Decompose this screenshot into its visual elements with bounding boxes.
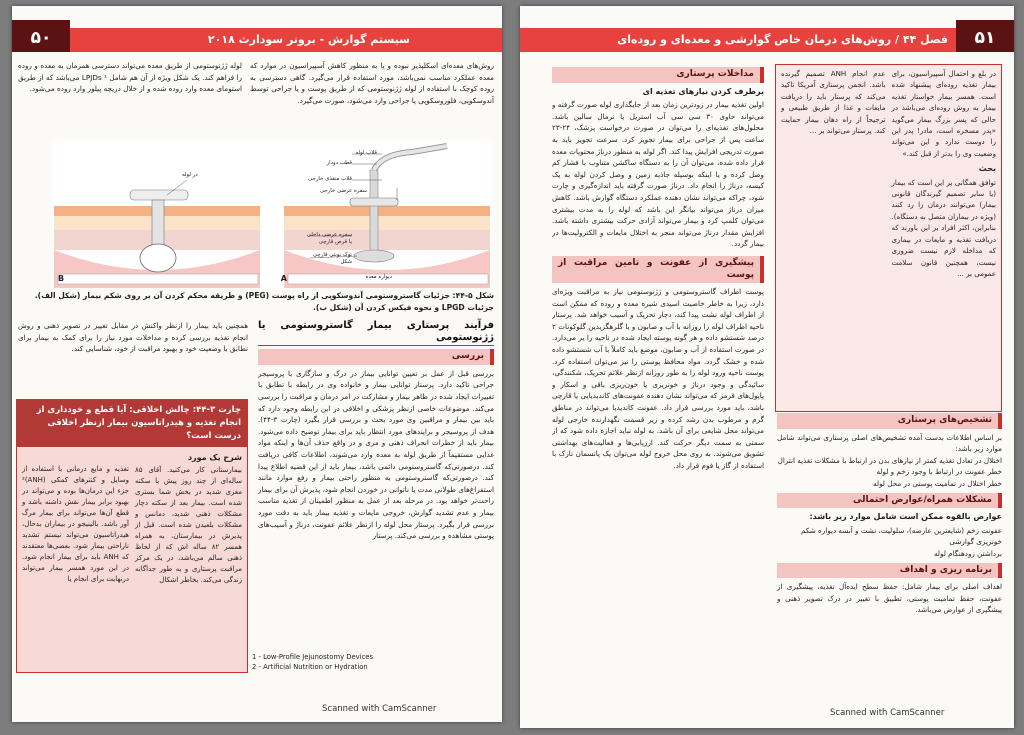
complication-item: عفونت زخم (شایعترین عارضه)، سلولیت، نشت و آبسه دیواره شکم <box>800 525 1002 535</box>
dx-column <box>777 410 1002 616</box>
interventions-column <box>552 64 764 472</box>
complications-subheading: عوارض بالقوه ممکن است شامل موارد زیر باشد: <box>809 512 1002 522</box>
label-external-bumper: سفره عرضی خارجی <box>319 188 367 194</box>
intro-text-left: لوله ژژنوستومی از طریق معده می‌تواند دسترسی همزمان به معده و روده را فراهم کند. یک شکل ویژه از آن هم شامل LPJDs ¹ می‌باشد که از طریق استومای معده وارد روده شده و از خلال دریچه پیلور وارد روده می‌شود. <box>18 61 242 94</box>
scanner-watermark: Scanned with CamScanner <box>830 708 945 718</box>
nutrition-subheading: برطرف کردن نیازهای تغذیه ای <box>642 86 764 96</box>
label-mushroom-tip: نوک نوبتی قارچی شکل <box>312 252 352 265</box>
right-page <box>520 6 1014 728</box>
panel-b-letter: B <box>58 274 65 283</box>
ethics-chart-box <box>16 399 248 673</box>
dx-item: خطر عفونت در ارتباط با وجود زخم و لوله <box>876 467 1002 477</box>
assessment-intro: همچنین باید بیمار را ازنظر واکنش در مقابل تغییر در تصویر ذهنی و روش انجام تغذیه بررسی کرده و مداخلات مورد نیاز را برای کمک به بیمار برای تطابق با وضعیت خود و بهبود مراقبت از خود، شناسایی کند. <box>18 321 248 354</box>
header-title: سیستم گوارش - برونر سودارث ۲۰۱۸ <box>207 33 410 46</box>
complications-heading: مشکلات همراه/عوارض احتمالی <box>777 493 1002 509</box>
assessment-heading: بررسی <box>258 349 494 365</box>
case-text-continued: تغذیه و مایع درمانی با استفاده از وسایل و کنترهای کمکی (ANH)² جزء این درمان‌ها بوده و می‌تواند در بهبود برابر بیمار نقش داشته باشد و قطع آن‌ها می‌تواند برای بیمار مرگ آور باشد. بالینیجو در بیماران بدحال، هیدراتاسیون می‌تواند نیستم تشدید ناراحتی بیمار شود. بعضی‌ها معتقدند که ANH باید برای بیمار انجام شود. در این مورد همسر بیمار می‌تواند درنهایت برای انجام یا <box>22 465 130 583</box>
peg-illustration <box>52 140 492 288</box>
peg-figure <box>52 140 492 288</box>
label-stomach-wall: دیواره معده <box>365 274 392 280</box>
label-tube-cap: در لوله <box>182 172 198 178</box>
page-number: ۵۰ <box>12 20 70 52</box>
case-text-left: عدم انجام ANH تصمیم گیرنده باشد. انجمن پرستاری آمریکا تاکید می‌کند که پرستار باید را دریافت مایعات و غذا از طریق طبیعی و ترجیحاً از راه دهان بیمار حمایت کند. پرستار می‌تواند بر ... <box>781 69 886 136</box>
case-text: بیمارستانی کار می‌کنید. آقای ۸۵ ساله‌ای از چند روز پیش با سکته مغزی شدید در بخش شما بستری شده است. بیمار بعد از سکته دچار مشکلات ذهنی شدید، دمانس و مشکلات بلعیدن شده است. قبل از پذیرش در بیمارستان، به همراه همسر ۸۲ ساله اش که از لحاظ ذهنی سالم می‌باشد، در یک مرکز مراقبت پرستاری و به طور جداگانه زندگی می‌کند. بخاطر اشکال <box>135 466 242 584</box>
figure-caption: شکل ۵-۴۴: جزئیات گاستروستومی آندوسکوپی از راه پوست (PEG) و طریقه محکم کردن آن بر روی شکم بیمار (شکل الف). جزئیات LPGD و نحوه فیکس کردن آن (شکل ب). <box>34 291 494 312</box>
dx-heading: تشخیص‌های پرستاری <box>777 413 1002 429</box>
discussion-heading: بحث <box>978 164 996 174</box>
label-port: قطب دودار <box>326 160 352 166</box>
case-text-right: در بلع و احتمال آسپیراسیون، برای بیمار تغذیه روده‌ای پیشنهاد شده است. همسر بیمار خواستار تغذیه بیمار به روش روده‌ای می‌باشد در حالی که پسر بزرگ بیمار می‌گوید «پدر مسخره است، مادر! پدر این را دوست ندارد و این می‌تواند وضعیت وی را بدتر از قبل کند.» <box>891 69 996 158</box>
header-title: فصل ۴۴ / روش‌های درمان خاص گوارشی و معده‌ای و روده‌ای <box>617 33 948 46</box>
nursing-process-section <box>258 320 494 542</box>
footnotes <box>252 652 482 672</box>
interventions-heading: مداخلات پرستاری <box>552 67 764 83</box>
planning-heading: برنامه ریزی و اهداف <box>777 563 1002 579</box>
label-internal-bumper: سفره عرضی داخلی یا قرص قارچی <box>306 232 352 245</box>
infection-text: پوست اطراف گاستروستومی و ژژنوستومی نیاز به مراقبت ویژه‌ای دارد، زیرا به خاطر خاصیت اسیدی شیره معده و روده که ممکن است از اطراف لوله نشت پیدا کند، دچار تحریک و آسیب خواهد شد. پرستار ناحیه اطراف لوله را روزانه با آب و صابون و یا گلرهگزیدین گلوکونات ۲ درصد شستشو داده و هر گونه پوسته ایجاد شده در ناحیه را بر می‌دارد. در صورت استفاده از آب و صابون، موضع باید کاملاً با آب شستشو داده شده و خشک گردد. مواد محافظ پوستی را نیز می‌توان استفاده کرد. پوست ناحیه ورود لوله را به طور روزانه ازنظر علائم تحریک، شکنندگی، سائیدگی و وجود درناژ و خونریزی یا خون‌ریزی باقی و اسکار و پاپول‌های قرمز که می‌تواند نشان دهنده عفونت‌های کاندیدیایی یا قارچی باشد، باید مورد بررسی قرار داد. عفونت کاندیدیا می‌تواند در مناطق گرم و مرطوب بدن رشد کرده و زیر قسمت نگهدارنده خارجی لوله می‌تواند محل شایعی برای آن باشد. به لوله نباید اجازه داده شود که از سمتی به سمت دیگر حرکت کند. ارزیابی‌ها و فعالیت‌های بهداشتی تشویق می‌شوند. به روی محل خروج لوله می‌توان یک پانسمان نازک با استفاده از گاز یا فوم قرار داد. <box>552 287 764 470</box>
ethics-chart-continued <box>775 64 1002 412</box>
page-header <box>12 28 502 52</box>
page-header <box>520 28 1014 52</box>
label-tube-clamp: قلاب لوله <box>355 150 377 156</box>
footnote-2: 2 - Artificial Nutrition or Hydration <box>252 663 368 671</box>
assessment-text: بررسی قبل از عمل بر تعیین توانایی بیمار در درک و سازگاری با پروسیجر جراحی تاکید دارد. پرستار توانایی بیمار و خانواده وی در رابطه با تطابق با تغییرات ایجاد شده در ظاهر بیمار و مشارکت در امر درمان و مراقبت را بررسی می‌کند. موضوعات خاصی ازنظر پزشکی و اخلاقی در این رابطه وجود دارد که باید بین بیمار و مراقبین وی مورد بحث و بررسی قرار بگیرد (چارت ۳-۴۴). هدف از پروسیجر و برایندهای مورد انتظار باید برای بیمار توضیح داده می‌شود. بیمار باید از خطرات انحراف ذهنی و مری و در واقع حذف آن‌ها و اینکه مواد غذایی مستقیماً از طریق لوله به معده وارد می‌شوند، اطلاعات کافی دریافت کند. درصورتی‌که گاستروستومی دائمی باشد، بیمار باید از این قضیه اطلاع پیدا کند. درصورتی‌که گاستروستومی به منظور راحتی بیمار و رفع موارد مانند استفراغ‌های طولانی مدت یا ناتوانی در خوردن انجام شود، پذیرش آن برای بیمار راحت‌تر خواهد بود. در مرحله بعد از عمل به منظور اطمینان از تغذیه مناسب بیمار و عدم تشدید گوارش، خروجی مایعات و تغذیه بیمار باید به دقت مورد بررسی قرار بگیرد. پرستار محل لوله را ازنظر علائم عفونت، درناژ و آسیب‌های پوستی مشاهده و بررسی می‌کند. پرستار <box>258 368 494 541</box>
infection-heading: پیشگیری از عفونت و تامین مراقبت از پوست <box>552 256 764 283</box>
complication-item: خونریزی گوارشی <box>949 537 1002 547</box>
nutrition-text: اولین تغذیه بیمار در زودترین زمان بعد از جایگذاری لوله صورت گرفته و می‌تواند حاوی ۳۰ سی سی آب استریل یا نرمال سالین باشد. محلول‌های تغذیه‌ای را می‌توان در صورت درخواست پزشک، ۲۴-۲۳ ساعت پس از جراحی برای بیمار تجویز کرد. سرعت تجویز باید به صورت تدریجی افزایش پیدا کند. اگر لوله به منظور درناژ محتویات معده قرار داده شده، می‌توان آن را به دستگاه ساکشن متناوب با فشار کم وصل کرده و یا اینکه بوسیله جاذبه زمین و وصل کردن لوله به یک کیسه، درناژ را انجام داد. درناژ صورت گرفته باید اندازه‌گیری و چارت شود، چراکه می‌تواند نشان دهنده عملکرد دستگاه گوارش باشد. کاهش میزان درناژ می‌تواند بیانگر این باشد که لوله را به مدت بیشتری می‌توان کلمپ کرد و بیمار می‌تواند آزادی حرکت بیشتری داشته باشد. افزایش مقدار درناژ می‌تواند منجر به اختلال مایعات و الکترولیت‌ها در بیمار گردد. <box>552 100 764 249</box>
left-page <box>12 6 502 722</box>
planning-text: اهداف اصلی برای بیمار شامل: حفظ سطح ایده‌آل تغذیه، پیشگیری از عفونت، حفظ تمامیت پوستی، تطبیق با تغییر در درک تصویر ذهنی و پیشگیری از عوارض می‌باشد. <box>777 582 1002 615</box>
ethics-chart-heading: چارت ۳-۴۴: چالش اخلاقی: آیا قطع و خودداری از انجام تغذیه و هیدراتاسیون بیمار ازنظر اخلاقی درست است؟ <box>17 400 247 447</box>
page-number: ۵۱ <box>956 20 1014 52</box>
panel-a-letter: A <box>280 274 287 283</box>
complication-item: برداشتن زودهنگام لوله <box>933 548 1002 558</box>
footnote-1: 1 - Low-Profile Jejunostomy Devices <box>252 653 374 661</box>
label-external-clamp: قلاب منفذی خارجی <box>308 176 352 182</box>
procedure-heading: فرآیند پرستاری بیمار گاستروستومی یا ژژنوستومی <box>258 320 494 346</box>
dx-item: اختلال در تعادل تغذیه کمتر از نیازهای بدن در ارتباط با مشکلات تغذیه انترال <box>777 455 1002 465</box>
case-heading: شرح یک مورد <box>187 453 242 462</box>
discussion-text: توافق همگانی بر این است که بیمار (یا سایر تصمیم گیرندگان قانونی بیمار) می‌توانند درمان را رد کنند (ویژه در بیماران متصل به دستگاه). بنابراین، اکثر افراد بر این باورند که دریافت تغذیه و مایعات در بیماری که مداخله لازم نیست ضروری نیست، همچنین قانون سلامت عمومی بر ... <box>891 177 996 278</box>
dx-text: بر اساس اطلاعات بدست آمده تشخیص‌های اصلی پرستاری می‌تواند شامل موارد زیر باشد: <box>777 432 1002 454</box>
intro-text-right: روش‌های معده‌ای اسکلپذیر نبوده و یا به منظور کاهش آسپیراسیون در موارد که معده عملکرد مناسب نمی‌باشد، مورد استفاده قرار می‌گیرد. گاهی دسترسی به روده کوچک با استفاده از لوله ژژنوستومی که از طریق پوست و یا جراحی توسط آندوسکوپی، فلوروسکوپی یا جراحی وارد می‌شود، صورت می‌گیرد. <box>250 61 494 105</box>
dx-item: خطر اختلال در تمامیت پوستی در محل لوله <box>873 478 1002 488</box>
scanner-watermark: Scanned with CamScanner <box>322 704 437 714</box>
